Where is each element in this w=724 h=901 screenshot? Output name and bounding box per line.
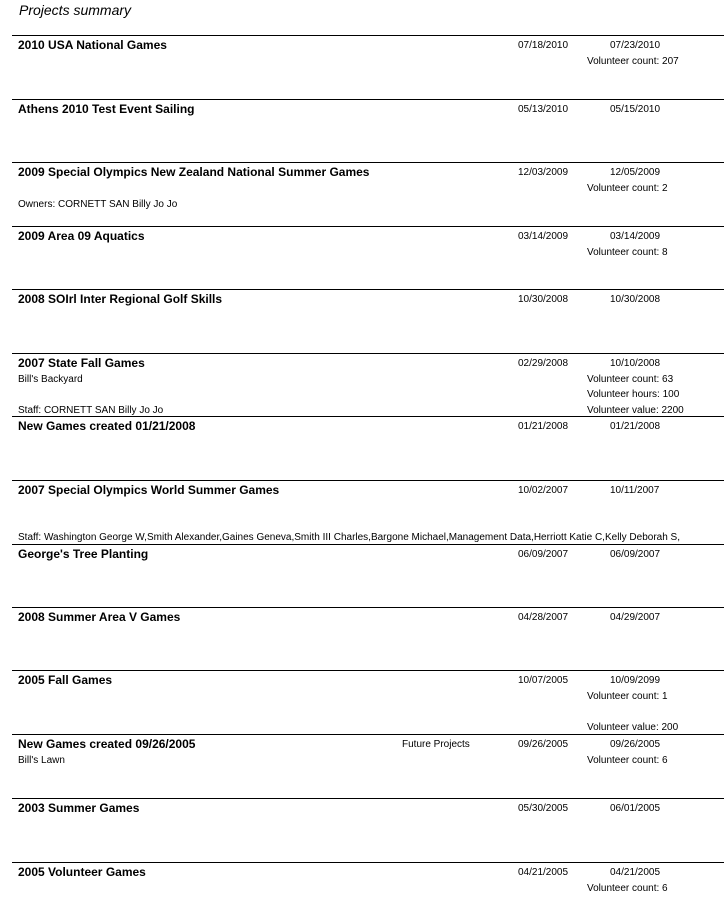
project-name: 2009 Special Olympics New Zealand National Summer Games bbox=[18, 165, 370, 179]
end-date: 01/21/2008 bbox=[610, 421, 661, 432]
start-date: 04/21/2005 bbox=[518, 867, 569, 878]
start-date: 02/29/2008 bbox=[518, 358, 569, 369]
project-record bbox=[12, 162, 724, 226]
project-name: New Games created 01/21/2008 bbox=[18, 419, 196, 433]
staff-text: Staff: CORNETT SAN Billy Jo Jo bbox=[18, 405, 164, 416]
project-name: 2008 Summer Area V Games bbox=[18, 610, 181, 624]
project-record bbox=[12, 798, 724, 862]
project-record bbox=[12, 99, 724, 163]
project-record bbox=[12, 862, 724, 901]
project-name: 2003 Summer Games bbox=[18, 801, 140, 815]
start-date: 04/28/2007 bbox=[518, 612, 569, 623]
end-date: 04/29/2007 bbox=[610, 612, 661, 623]
location-text: Bill's Lawn bbox=[18, 755, 65, 766]
volunteer-count: Volunteer count: 6 bbox=[587, 883, 668, 894]
end-date: 05/15/2010 bbox=[610, 104, 661, 115]
start-date: 07/18/2010 bbox=[518, 40, 569, 51]
start-date: 05/30/2005 bbox=[518, 803, 569, 814]
project-record bbox=[12, 544, 724, 608]
end-date: 10/10/2008 bbox=[610, 358, 661, 369]
volunteer-count: Volunteer count: 1 bbox=[587, 691, 668, 702]
end-date: 04/21/2005 bbox=[610, 867, 661, 878]
project-record bbox=[12, 480, 724, 544]
end-date: 07/23/2010 bbox=[610, 40, 661, 51]
volunteer-count: Volunteer count: 2 bbox=[587, 183, 668, 194]
volunteer-count: Volunteer count: 8 bbox=[587, 247, 668, 258]
project-record bbox=[12, 734, 724, 798]
category-text: Future Projects bbox=[402, 739, 470, 750]
start-date: 05/13/2010 bbox=[518, 104, 569, 115]
project-name: 2005 Volunteer Games bbox=[18, 865, 146, 879]
volunteer-value: Volunteer value: 2200 bbox=[587, 405, 684, 416]
project-record bbox=[12, 353, 724, 417]
project-name: 2007 State Fall Games bbox=[18, 356, 145, 370]
start-date: 01/21/2008 bbox=[518, 421, 569, 432]
end-date: 10/11/2007 bbox=[610, 485, 660, 496]
start-date: 09/26/2005 bbox=[518, 739, 569, 750]
project-name: George's Tree Planting bbox=[18, 547, 149, 561]
project-record bbox=[12, 416, 724, 480]
project-record bbox=[12, 670, 724, 734]
start-date: 10/02/2007 bbox=[518, 485, 569, 496]
start-date: 03/14/2009 bbox=[518, 231, 569, 242]
end-date: 10/30/2008 bbox=[610, 294, 661, 305]
start-date: 10/30/2008 bbox=[518, 294, 569, 305]
volunteer-count: Volunteer count: 63 bbox=[587, 374, 674, 385]
project-name: Athens 2010 Test Event Sailing bbox=[18, 102, 195, 116]
end-date: 12/05/2009 bbox=[610, 167, 661, 178]
end-date: 10/09/2099 bbox=[610, 675, 661, 686]
project-name: 2010 USA National Games bbox=[18, 38, 167, 52]
volunteer-count: Volunteer count: 207 bbox=[587, 56, 679, 67]
project-name: 2005 Fall Games bbox=[18, 673, 113, 687]
volunteer-value: Volunteer value: 200 bbox=[587, 722, 679, 733]
project-name: 2009 Area 09 Aquatics bbox=[18, 229, 145, 243]
project-record bbox=[12, 607, 724, 671]
start-date: 10/07/2005 bbox=[518, 675, 569, 686]
project-name: 2007 Special Olympics World Summer Games bbox=[18, 483, 280, 497]
volunteer-hours: Volunteer hours: 100 bbox=[587, 389, 680, 400]
volunteer-count: Volunteer count: 6 bbox=[587, 755, 668, 766]
end-date: 03/14/2009 bbox=[610, 231, 661, 242]
project-name: New Games created 09/26/2005 bbox=[18, 737, 196, 751]
end-date: 06/01/2005 bbox=[610, 803, 661, 814]
project-record bbox=[12, 289, 724, 353]
project-record bbox=[12, 35, 724, 99]
owners-text: Owners: CORNETT SAN Billy Jo Jo bbox=[18, 199, 178, 210]
start-date: 12/03/2009 bbox=[518, 167, 569, 178]
end-date: 06/09/2007 bbox=[610, 549, 661, 560]
location-text: Bill's Backyard bbox=[18, 374, 83, 385]
page-title: Projects summary bbox=[19, 2, 132, 18]
end-date: 09/26/2005 bbox=[610, 739, 661, 750]
project-record bbox=[12, 226, 724, 290]
start-date: 06/09/2007 bbox=[518, 549, 569, 560]
staff-text: Staff: Washington George W,Smith Alexander,Gaines Geneva,Smith III Charles,Bargone Michael,Management Data,Herriott Katie C,Kelly Deborah S, bbox=[18, 532, 680, 543]
project-name: 2008 SOIrl Inter Regional Golf Skills bbox=[18, 292, 223, 306]
